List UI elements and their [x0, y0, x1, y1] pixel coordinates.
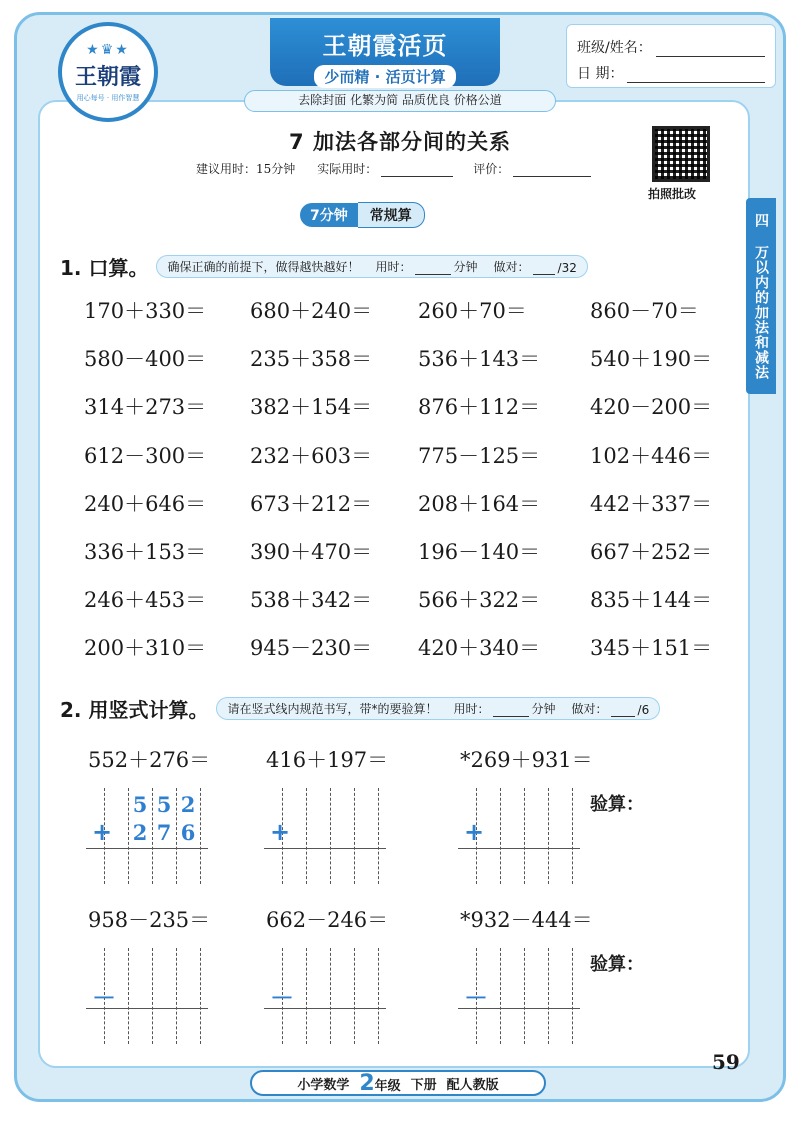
oral-calc-item[interactable]: 667＋252＝ — [590, 539, 713, 564]
grid-guide-line — [128, 948, 129, 1044]
class-name-field[interactable] — [656, 39, 765, 57]
oral-calc-item[interactable]: 420＋340＝ — [418, 636, 541, 661]
date-label: 日 期： — [577, 66, 624, 82]
oral-calc-item[interactable]: 876＋112＝ — [418, 395, 541, 420]
minus-sign: － — [92, 984, 116, 1012]
oral-calc-item[interactable]: 200＋310＝ — [84, 636, 207, 661]
check-label-2: 验算： — [590, 954, 644, 975]
grid-guide-line — [548, 948, 549, 1044]
vertical-calc-expression: 958－235＝ — [88, 908, 211, 932]
q2-done-label: 做对： — [571, 702, 608, 716]
brand-banner — [270, 18, 500, 86]
grid-guide-line — [500, 948, 501, 1044]
grid-guide-line — [200, 788, 201, 884]
slogan: 去除封面 化繁为简 品质优良 价格公道 — [244, 90, 556, 112]
chapter-side-tab: 四 万以内的加法和减法 — [746, 198, 776, 394]
oral-calc-item[interactable]: 314＋273＝ — [84, 395, 207, 420]
student-info-box — [566, 24, 776, 88]
logo-subtext: 用心每号 · 用作智慧 — [76, 93, 140, 102]
footer-grade-number: 2 — [359, 1070, 375, 1096]
oral-calc-item[interactable]: 612－300＝ — [84, 443, 207, 468]
grid-guide-line — [306, 948, 307, 1044]
actual-time-label: 实际用时： — [317, 162, 378, 176]
suggested-time: 建议用时：15分钟 — [196, 162, 296, 176]
grid-guide-line — [524, 788, 525, 884]
qr-label: 拍照批改 — [648, 187, 697, 201]
oral-calc-item[interactable]: 196－140＝ — [418, 539, 541, 564]
oral-calc-item[interactable]: 260＋70＝ — [418, 299, 527, 323]
digit-bottom: 7 — [156, 820, 172, 845]
q1-title: 1. 口算。 — [60, 256, 149, 280]
check-label-1: 验算： — [590, 794, 644, 815]
vertical-calc-expression: *932－444＝ — [460, 908, 593, 932]
vertical-calc-grid[interactable] — [270, 788, 382, 884]
digit-top: 5 — [132, 792, 148, 817]
grid-guide-line — [378, 948, 379, 1044]
vertical-calc-grid[interactable] — [464, 788, 576, 884]
oral-calc-item[interactable]: 538＋342＝ — [250, 588, 373, 613]
oral-calc-item[interactable]: 102＋446＝ — [590, 443, 713, 468]
grid-guide-line — [176, 948, 177, 1044]
brand-title: 王朝霞活页 — [322, 31, 448, 60]
q2-time-unit: 分钟 — [531, 702, 556, 716]
evaluation-label: 评价： — [473, 162, 510, 176]
oral-calc-item[interactable]: 860－70＝ — [590, 299, 699, 323]
grid-guide-line — [200, 948, 201, 1044]
class-name-label: 班级/姓名： — [577, 40, 652, 56]
vertical-calc-grid[interactable] — [464, 948, 576, 1044]
digit-bottom: 6 — [180, 820, 196, 845]
digit-bottom: 2 — [132, 820, 148, 845]
oral-calc-item[interactable]: 536＋143＝ — [418, 347, 541, 372]
oral-calc-item[interactable]: 336＋153＝ — [84, 539, 207, 564]
q2-done-total: /6 — [637, 703, 650, 717]
grid-guide-line — [500, 788, 501, 884]
section-time: 7分钟 — [300, 203, 358, 227]
oral-calc-item[interactable]: 540＋190＝ — [590, 347, 713, 372]
oral-calc-item[interactable]: 442＋337＝ — [590, 491, 713, 516]
vertical-calc-grid[interactable] — [270, 948, 382, 1044]
plus-sign: + — [270, 818, 291, 846]
oral-calc-item[interactable]: 382＋154＝ — [250, 395, 373, 420]
digit-top: 2 — [180, 792, 196, 817]
oral-calc-item[interactable]: 680＋240＝ — [250, 299, 373, 323]
sum-line — [264, 848, 386, 849]
q1-done-total: /32 — [557, 261, 577, 275]
oral-calc-item[interactable]: 235＋358＝ — [250, 347, 373, 372]
vertical-calc-grid[interactable] — [92, 948, 204, 1044]
oral-calc-item[interactable]: 580－400＝ — [84, 347, 207, 372]
oral-calc-item[interactable]: 390＋470＝ — [250, 539, 373, 564]
vertical-calc-expression: 662－246＝ — [266, 908, 389, 932]
page-number: 59 — [712, 1050, 740, 1074]
q1-time-field[interactable] — [415, 263, 451, 275]
oral-calc-item[interactable]: 170＋330＝ — [84, 299, 207, 323]
q2-heading — [60, 694, 660, 723]
grid-guide-line — [354, 788, 355, 884]
q1-done-field[interactable] — [533, 263, 555, 275]
oral-calc-item[interactable]: 566＋322＝ — [418, 588, 541, 613]
footer-subject: 小学数学 — [297, 1077, 350, 1093]
q2-title: 2. 用竖式计算。 — [60, 698, 209, 722]
crown-icon: ★♛★ — [86, 41, 130, 58]
lesson-meta — [196, 160, 607, 177]
oral-calc-grid — [84, 296, 734, 663]
brand-subtitle: 少而精 · 活页计算 — [314, 65, 455, 88]
q2-done-field[interactable] — [611, 705, 635, 717]
minus-sign: － — [270, 984, 294, 1012]
grid-guide-line — [306, 788, 307, 884]
actual-time-field[interactable] — [381, 163, 453, 177]
section-name: 常规算 — [358, 202, 425, 228]
q1-time-label: 用时： — [375, 260, 412, 274]
oral-calc-item[interactable]: 232＋603＝ — [250, 443, 373, 468]
grid-guide-line — [378, 788, 379, 884]
grid-guide-line — [330, 788, 331, 884]
lesson-title: 7 加法各部分间的关系 — [289, 130, 511, 154]
vertical-calc-expression: *269＋931＝ — [460, 748, 593, 772]
oral-calc-item[interactable]: 835＋144＝ — [590, 588, 713, 613]
oral-calc-item[interactable]: 420－200＝ — [590, 395, 713, 420]
grid-guide-line — [548, 788, 549, 884]
footer-bar — [250, 1070, 546, 1096]
q1-heading — [60, 252, 588, 281]
footer-edition: 配人教版 — [446, 1077, 499, 1093]
oral-calc-item[interactable]: 240＋646＝ — [84, 491, 207, 516]
date-row — [577, 57, 765, 83]
evaluation-field[interactable] — [513, 163, 591, 177]
oral-calc-item[interactable]: 673＋212＝ — [250, 491, 373, 516]
q2-time-label: 用时： — [453, 702, 490, 716]
q1-hint — [156, 255, 587, 278]
plus-sign: + — [92, 818, 113, 846]
grid-guide-line — [354, 948, 355, 1044]
q2-hint — [216, 697, 660, 720]
vertical-calc-expression: 416＋197＝ — [266, 748, 389, 772]
section-badge — [300, 202, 425, 228]
oral-calc-item[interactable]: 945－230＝ — [250, 636, 373, 661]
class-name-row — [577, 31, 765, 57]
grid-guide-line — [572, 788, 573, 884]
footer-volume: 下册 — [410, 1077, 437, 1093]
q1-time-unit: 分钟 — [453, 260, 478, 274]
oral-calc-item[interactable]: 775－125＝ — [418, 443, 541, 468]
grid-guide-line — [330, 948, 331, 1044]
oral-calc-item[interactable]: 246＋453＝ — [84, 588, 207, 613]
grid-guide-line — [152, 948, 153, 1044]
grid-guide-line — [524, 948, 525, 1044]
grid-guide-line — [572, 948, 573, 1044]
date-field[interactable] — [627, 65, 765, 83]
q1-done-label: 做对： — [493, 260, 530, 274]
qr-code[interactable] — [652, 126, 710, 182]
plus-sign: + — [464, 818, 485, 846]
oral-calc-item[interactable]: 345＋151＝ — [590, 636, 713, 661]
sum-line — [458, 848, 580, 849]
footer-grade-word: 年级 — [374, 1078, 401, 1094]
minus-sign: － — [464, 984, 488, 1012]
vertical-calc-expression: 552＋276＝ — [88, 748, 211, 772]
q1-hint-text: 确保正确的前提下，做得越快越好！ — [167, 260, 360, 274]
digit-top: 5 — [156, 792, 172, 817]
oral-calc-item[interactable]: 208＋164＝ — [418, 491, 541, 516]
sum-line — [86, 848, 208, 849]
brand-logo — [58, 22, 158, 122]
q2-time-field[interactable] — [493, 705, 529, 717]
vertical-calc-grid[interactable] — [92, 788, 204, 884]
logo-text: 王朝霞 — [74, 63, 141, 90]
q2-hint-text: 请在竖式线内规范书写，带*的要验算！ — [227, 702, 438, 716]
